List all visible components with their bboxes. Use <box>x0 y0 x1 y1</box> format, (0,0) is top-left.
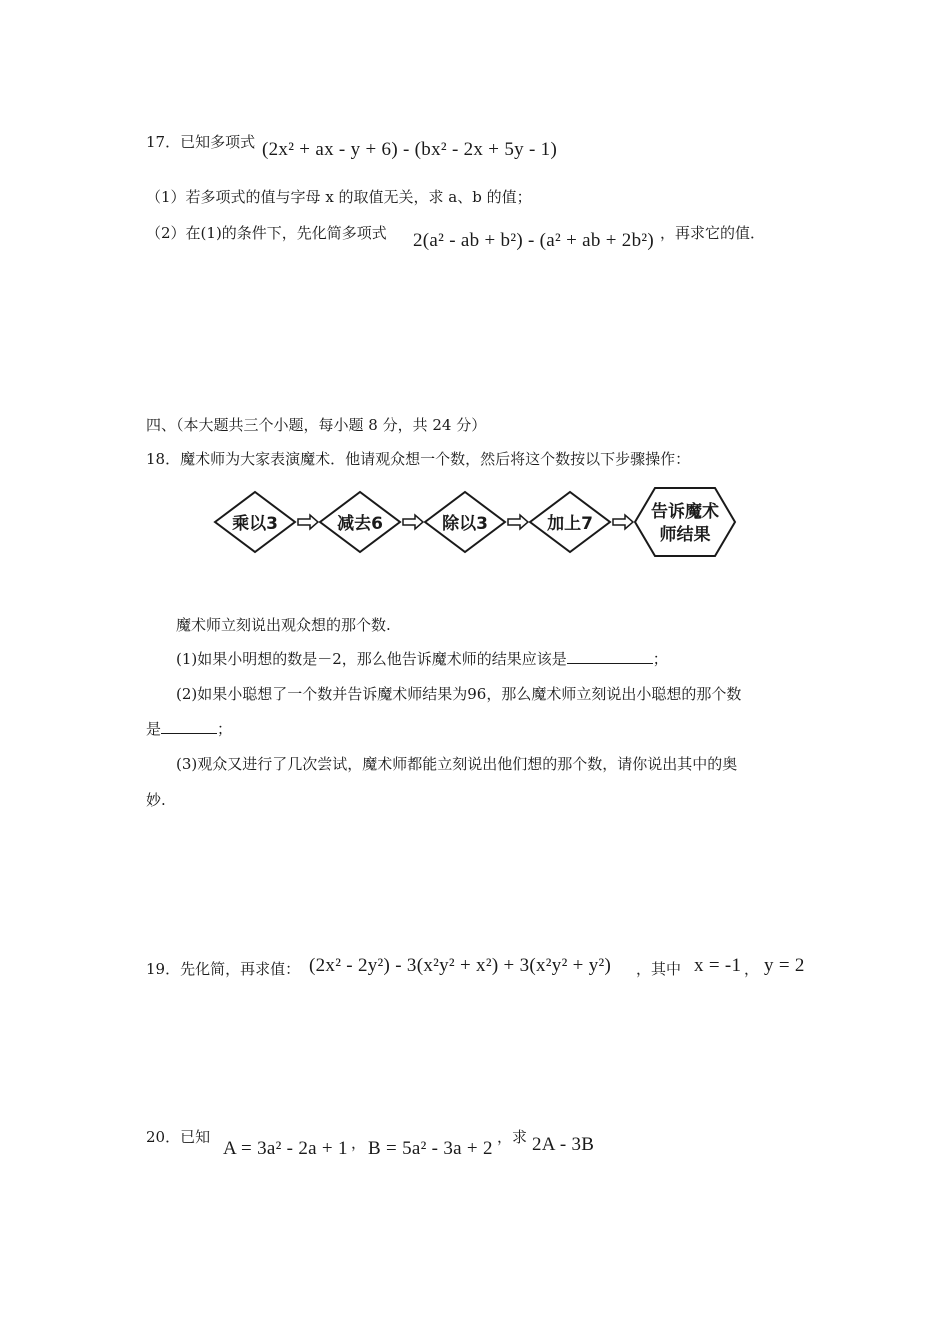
flow-final-label-line1: 告诉魔术 <box>651 502 719 522</box>
q18-part2-line2-text: 是 <box>146 720 162 738</box>
q18-note: 魔术师立刻说出观众想的那个数. <box>176 616 391 634</box>
answer-blank[interactable] <box>161 719 217 734</box>
q19-stem: 19．先化简，再求值： <box>146 960 301 978</box>
q20-comma: ， <box>351 1134 367 1152</box>
q18-part3-line2: 妙. <box>146 791 166 809</box>
q19-condition-y: y = 2 <box>764 955 805 976</box>
q20-ask: ，求 <box>497 1128 528 1146</box>
q20-stem: 20．已知 <box>146 1128 211 1146</box>
flow-final-label-line2: 师结果 <box>659 525 711 545</box>
arrow-right-icon <box>613 515 633 529</box>
flow-final-shape <box>635 488 735 556</box>
magic-flowchart <box>210 484 740 560</box>
q19-condition-x: x = -1 <box>694 955 742 976</box>
section-heading: 四、（本大题共三个小题，每小题 8 分，共 24 分） <box>146 416 487 434</box>
arrow-right-icon <box>403 515 423 529</box>
arrow-right-icon <box>508 515 528 529</box>
q18-part2-end: ； <box>217 720 233 738</box>
q18-stem: 18．魔术师为大家表演魔术．他请观众想一个数，然后将这个数按以下步骤操作： <box>146 450 691 468</box>
q18-part1 <box>176 648 668 669</box>
q19-condition-prefix: ，其中 <box>636 960 682 978</box>
flow-step-1-label: 乘以3 <box>232 514 278 534</box>
q20-target: 2A - 3B <box>532 1134 595 1155</box>
q18-part1-text: (1)如果小明想的数是－2，那么他告诉魔术师的结果应该是 <box>176 650 567 668</box>
q17-part2-suffix: ，再求它的值． <box>660 224 766 242</box>
q18-part2-line1: (2)如果小聪想了一个数并告诉魔术师结果为96，那么魔术师立刻说出小聪想的那个数 <box>176 685 742 703</box>
flow-step-4-label: 加上7 <box>547 514 593 534</box>
q17-expression: (2x² + ax - y + 6) - (bx² - 2x + 5y - 1) <box>262 139 558 160</box>
q17-stem: 17．已知多项式 <box>146 133 256 151</box>
q17-part2-prefix: （2）在(1)的条件下，先化简多项式 <box>146 224 387 242</box>
q20-definition-a: A = 3a² - 2a + 1 <box>223 1138 348 1159</box>
flow-step-2-label: 减去6 <box>337 514 383 534</box>
q18-part3-line1: (3)观众又进行了几次尝试，魔术师都能立刻说出他们想的那个数，请你说出其中的奥 <box>176 755 738 773</box>
answer-blank[interactable] <box>567 649 653 664</box>
arrow-right-icon <box>298 515 318 529</box>
q19-expression: (2x² - 2y²) - 3(x²y² + x²) + 3(x²y² + y²) <box>309 955 612 976</box>
q17-part2-expression: 2(a² - ab + b²) - (a² + ab + 2b²) <box>413 230 655 251</box>
flow-step-3-label: 除以3 <box>442 514 488 534</box>
q17-part1: （1）若多项式的值与字母 x 的取值无关，求 a、b 的值； <box>146 188 532 206</box>
q18-part1-end: ； <box>652 650 668 668</box>
q18-part2-line2 <box>146 718 232 739</box>
q19-separator: ， <box>744 960 760 978</box>
q20-definition-b: B = 5a² - 3a + 2 <box>368 1138 493 1159</box>
